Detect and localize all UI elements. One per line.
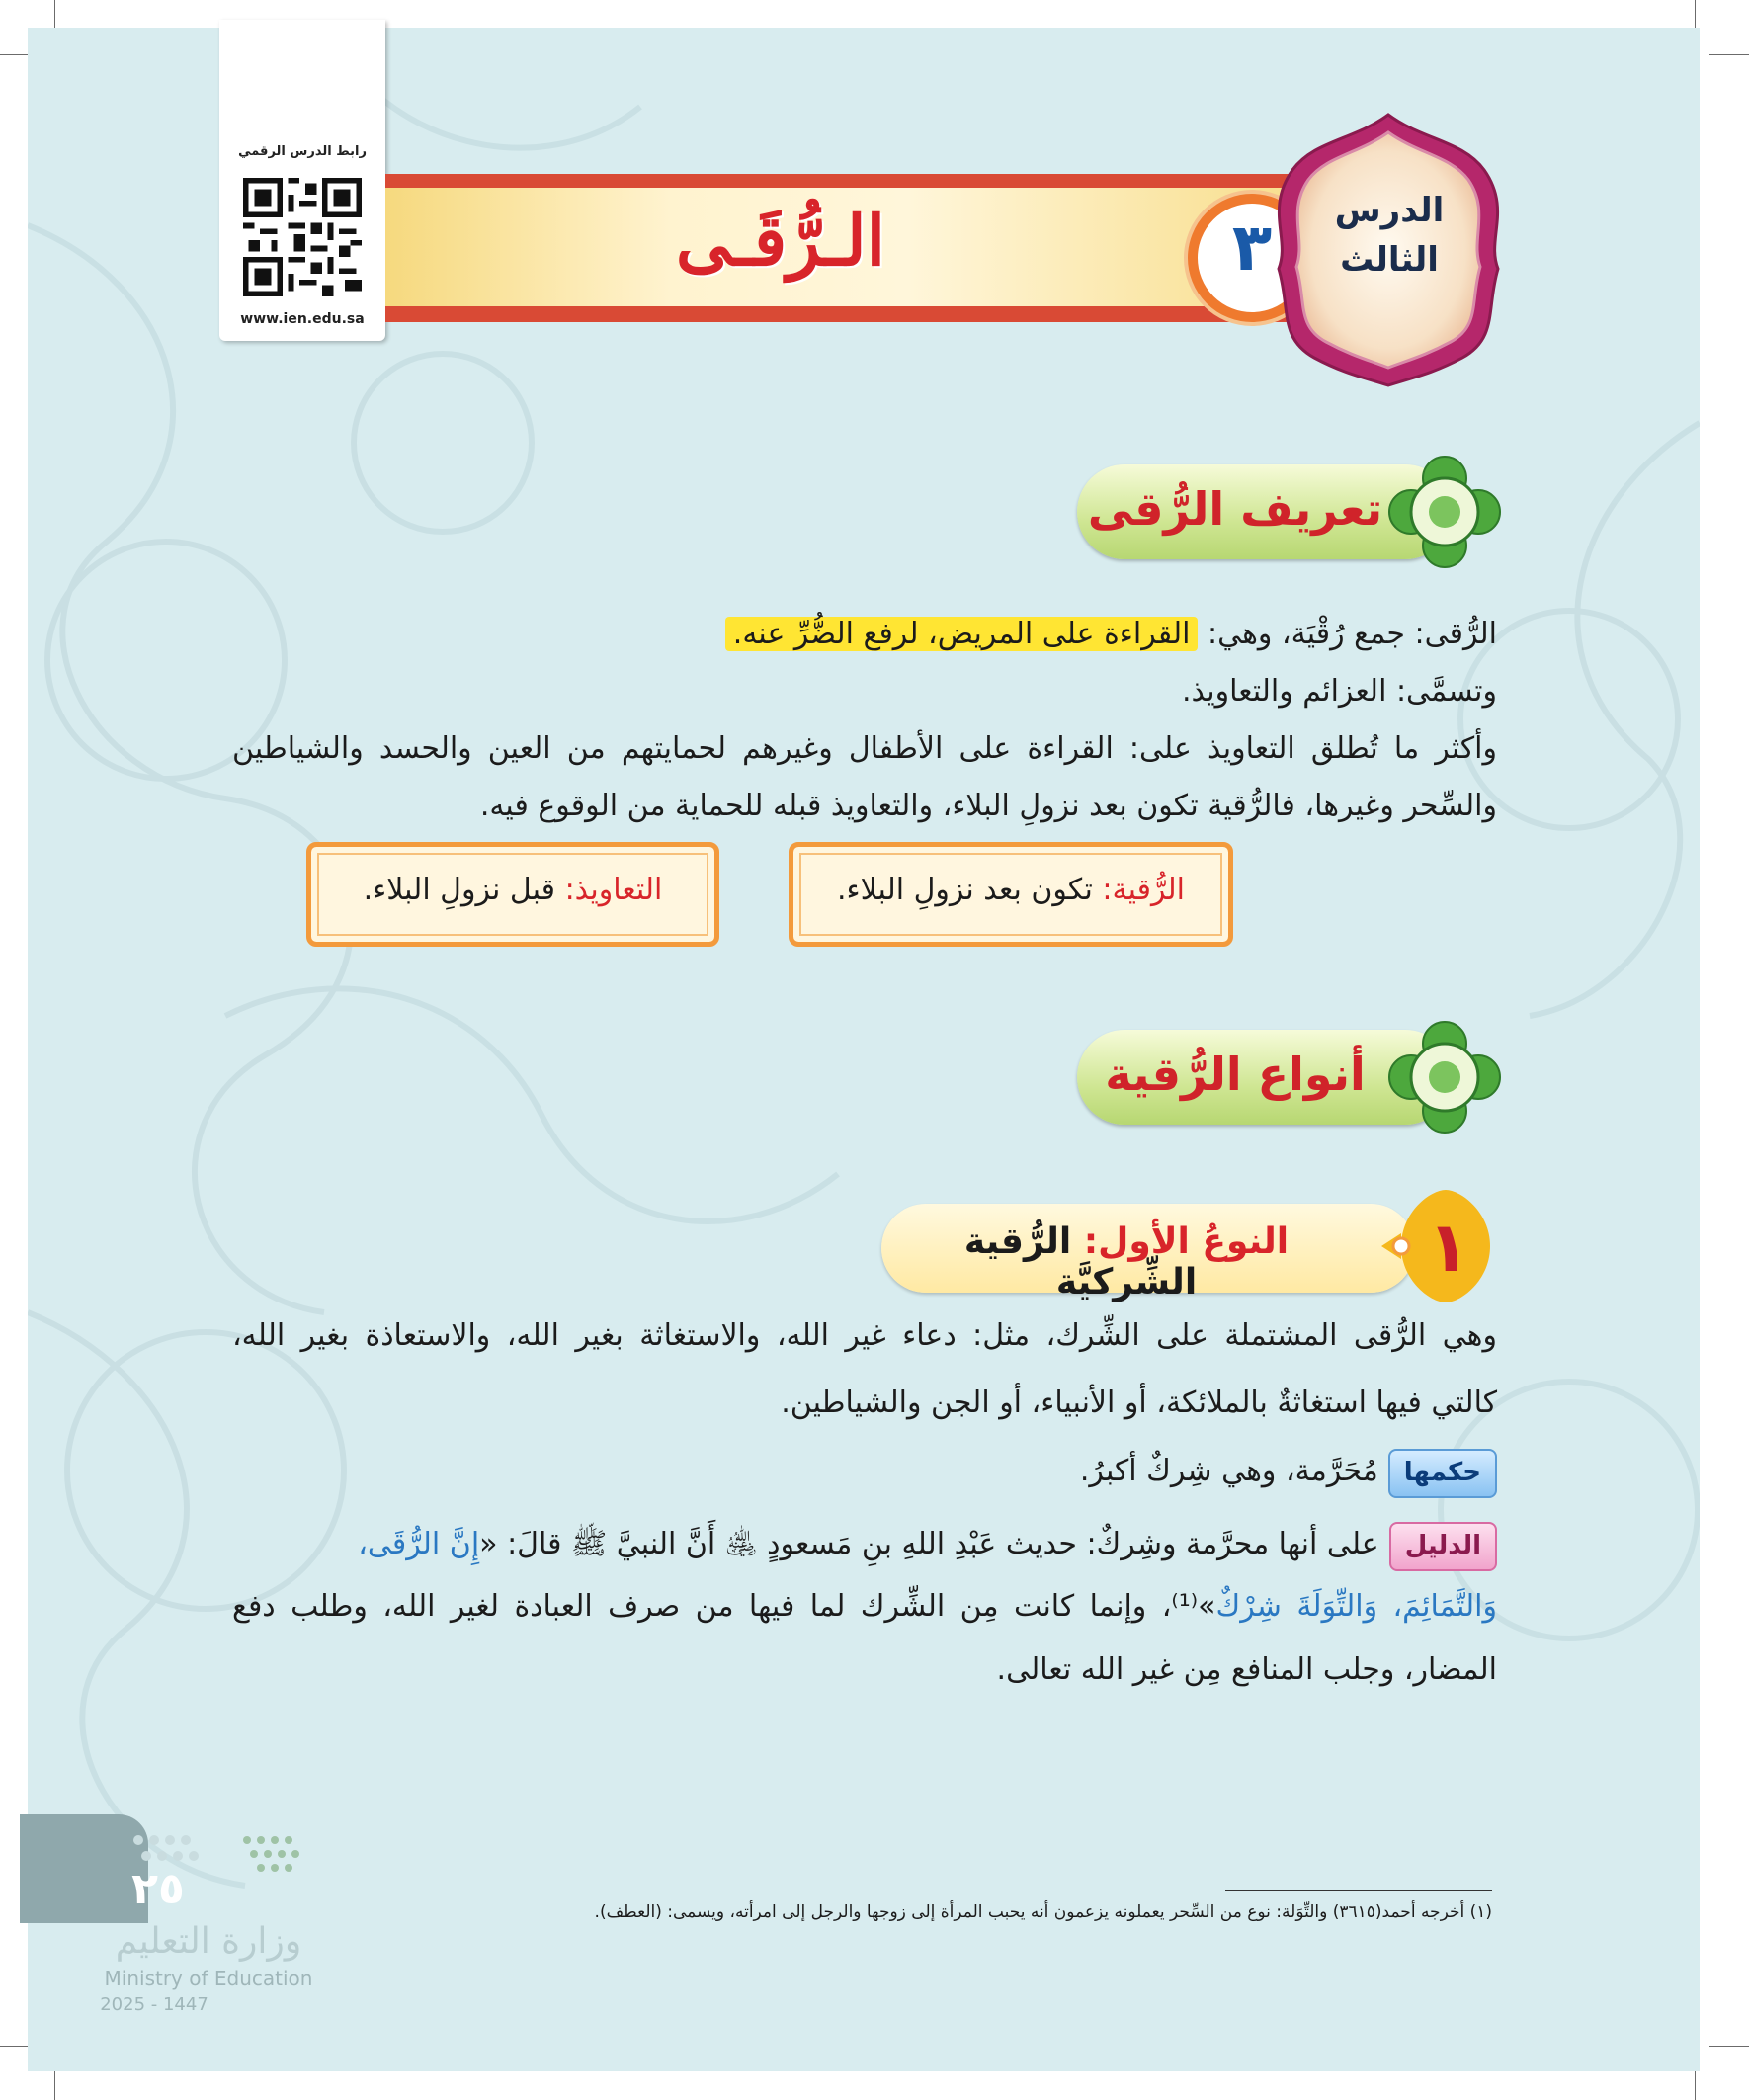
evidence-line-2 [232, 1587, 1497, 1627]
type1-line-2: كالتي فيها استغاثةٌ بالملائكة، أو الأنبياء، أو الجن والشياطين. [781, 1386, 1497, 1420]
edition-year: 2025 - 1447 [100, 1994, 208, 2015]
definition-line-2: وتسمَّى: العزائم والتعاويذ. [1181, 674, 1497, 709]
evidence-line-1 [358, 1522, 1497, 1571]
ruling-text: مُحَرَّمة، وهي شِركٌ أكبرُ. [1079, 1454, 1378, 1488]
type-label: النوعُ الأول: [1083, 1221, 1290, 1262]
crop-mark [1709, 54, 1749, 55]
ministry-name-english: Ministry of Education [104, 1967, 313, 1990]
definition-line-1 [725, 615, 1497, 654]
crop-mark [1709, 2046, 1749, 2047]
evidence-text-2: »⁽¹⁾، وإنما كانت مِن الشِّرك لما فيها من صرف العبادة لغير الله، وطلب دفع [232, 1589, 1216, 1624]
qr-code-icon[interactable] [243, 178, 362, 296]
evidence-quote-2: وَالتَّمَائِمَ، وَالتِّوَلَةَ شِرْكٌ [1215, 1589, 1497, 1624]
type-number: ١ [1427, 1207, 1470, 1288]
ornament-icon [1385, 453, 1504, 571]
lesson-label [1300, 186, 1478, 285]
taawidh-timing-text [311, 873, 714, 907]
taawidh-timing-value: قبل نزولِ البلاء. [363, 873, 565, 907]
definition-highlight: القراءة على المريض، لرفع الضُّرِّ عنه. [725, 617, 1199, 651]
section-heading-definition-text: تعريف الرُّقى [1087, 482, 1383, 536]
evidence-tag: الدليل [1389, 1522, 1497, 1571]
ruqya-timing-text [793, 873, 1228, 907]
ruqya-timing-value: تكون بعد نزولِ البلاء. [836, 873, 1103, 907]
qr-label: رابط الدرس الرقمي [238, 144, 367, 159]
qr-url[interactable]: www.ien.edu.sa [240, 311, 365, 327]
definition-line-4: والسِّحر وغيرها، فالرُّقية تكون بعد نزولِ البلاء، والتعاويذ قبله للحماية من الوقوع فيه. [479, 789, 1497, 823]
ruling-line [1080, 1449, 1497, 1498]
evidence-text-1: على أنها محرَّمة وشِركٌ: حديث عَبْدِ اللهِ بنِ مَسعودٍ ﵁ أَنَّ النبيَّ ﷺ قالَ: « [479, 1527, 1379, 1561]
type-number-badge-icon [1381, 1182, 1510, 1310]
definition-line-3: وأكثر ما تُطلق التعاويذ على: القراءة على الأطفال وغيرهم لحمايتهم من العين والحسد والشياطين [232, 731, 1497, 766]
footnote: (١) أخرجه أحمد(٣٦١٥) والتِّوَلة: نوع من السِّحر يعملونه يزعمون أنه يحبب المرأة إلى زوجها والرجل إلى امرأته، ويسمى: (العطف). [594, 1902, 1492, 1922]
evidence-line-3: المضار، وجلب المنافع مِن غير الله تعالى. [996, 1652, 1497, 1687]
definition-line-1-text: الرُّقى: جمع رُقْيَة، وهي: [1198, 617, 1497, 651]
ruqya-timing-box [789, 842, 1233, 947]
lesson-title: الـرُّقَـى [675, 200, 886, 282]
ruqya-timing-label: الرُّقية: [1102, 873, 1186, 907]
evidence-quote-1: إِنَّ الرُّقَى، [358, 1527, 480, 1561]
taawidh-timing-box [306, 842, 719, 947]
lesson-label-line1: الدرس [1334, 191, 1445, 230]
ruling-tag: حكمها [1388, 1449, 1497, 1498]
ornament-icon [1385, 1018, 1504, 1136]
section-heading-types-text: أنواع الرُّقية [1105, 1048, 1366, 1101]
footnote-divider [1225, 1890, 1492, 1891]
type1-line-1: وهي الرُّقى المشتملة على الشِّرك، مثل: دعاء غير الله، والاستغاثة بغير الله، والاستعاذة بغير الله، [232, 1318, 1497, 1353]
lesson-number: ٣ [1231, 210, 1273, 286]
type-heading-text [899, 1221, 1354, 1302]
lesson-label-line2: الثالث [1340, 240, 1439, 280]
ministry-name-arabic: وزارة التعليم [115, 1921, 302, 1962]
type-title: الرُّقية الشِّركيَّة [963, 1221, 1198, 1302]
page-number: ٢٥ [131, 1864, 185, 1914]
qr-card[interactable] [219, 20, 385, 341]
taawidh-timing-label: التعاويذ: [564, 873, 663, 907]
